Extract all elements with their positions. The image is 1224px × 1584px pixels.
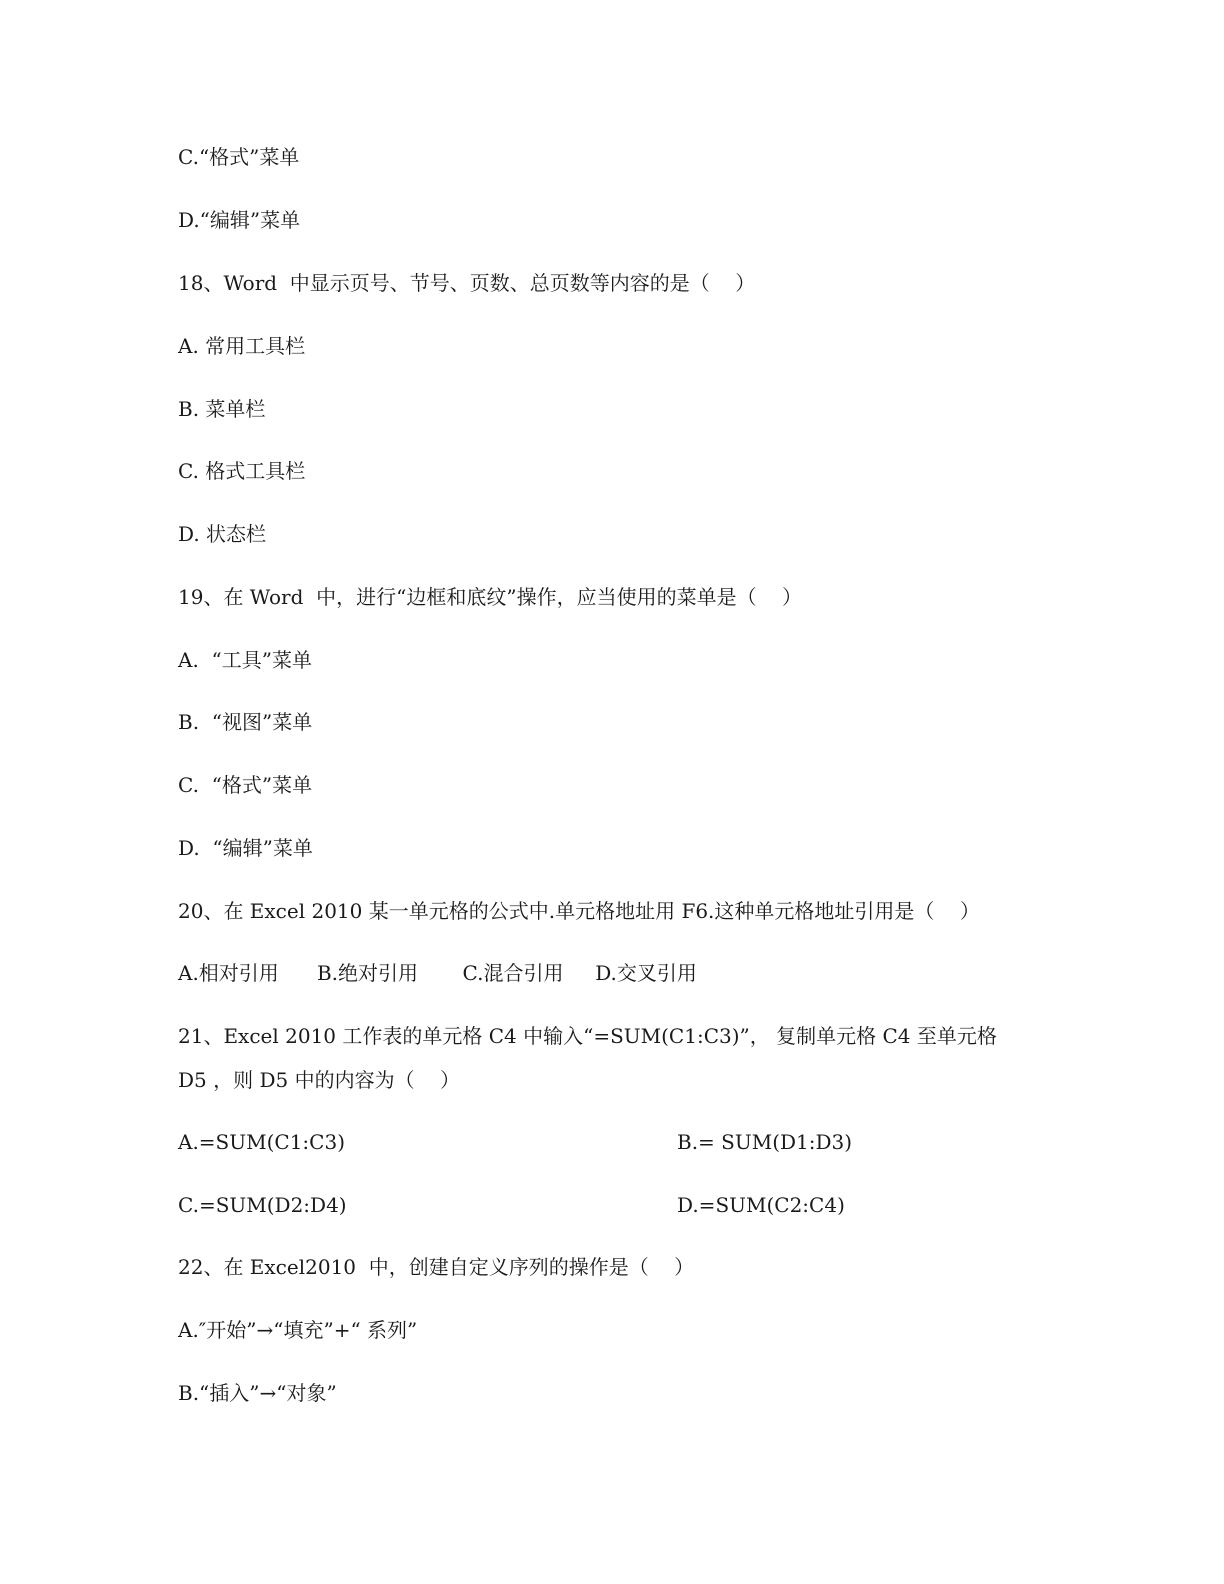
q18-option-a: A. 常用工具栏 <box>178 334 306 358</box>
q20-stem: 20、在 Excel 2010 某一单元格的公式中.单元格地址用 F6.这种单元格地址引用是（ ） <box>178 899 980 923</box>
q21-option-d: D.=SUM(C2:C4) <box>677 1193 845 1217</box>
q19-stem: 19、在 Word 中，进行“边框和底纹”操作，应当使用的菜单是（ ） <box>178 585 803 609</box>
q21-option-c: C.=SUM(D2:D4) <box>178 1193 347 1217</box>
q22-option-b: B.“插入”→“对象” <box>178 1381 337 1405</box>
q19-option-c: C. “格式”菜单 <box>178 773 313 797</box>
q21-option-a: A.=SUM(C1:C3) <box>178 1130 345 1154</box>
q22-stem: 22、在 Excel2010 中，创建自定义序列的操作是（ ） <box>178 1255 695 1279</box>
q17-option-d: D.“编辑”菜单 <box>178 208 301 232</box>
q21-stem-line1: 21、Excel 2010 工作表的单元格 C4 中输入“=SUM(C1:C3)”， 复制单元格 C4 至单元格 <box>178 1024 997 1048</box>
q19-option-b: B. “视图”菜单 <box>178 710 313 734</box>
q18-option-b: B. 菜单栏 <box>178 397 266 421</box>
q19-option-a: A. “工具”菜单 <box>178 648 312 672</box>
q21-option-b: B.= SUM(D1:D3) <box>677 1130 853 1154</box>
q18-option-d: D. 状态栏 <box>178 522 267 546</box>
q20-options: A.相对引用 B.绝对引用 C.混合引用 D.交叉引用 <box>178 961 697 985</box>
q19-option-d: D. “编辑”菜单 <box>178 836 313 860</box>
q22-option-a: A.″开始”→“填充”+“ 系列” <box>178 1318 418 1342</box>
q17-option-c: C.“格式”菜单 <box>178 145 300 169</box>
q18-option-c: C. 格式工具栏 <box>178 459 306 483</box>
q21-stem-line2: D5 ，则 D5 中的内容为（ ） <box>178 1068 461 1092</box>
q18-stem: 18、Word 中显示页号、节号、页数、总页数等内容的是（ ） <box>178 271 756 295</box>
